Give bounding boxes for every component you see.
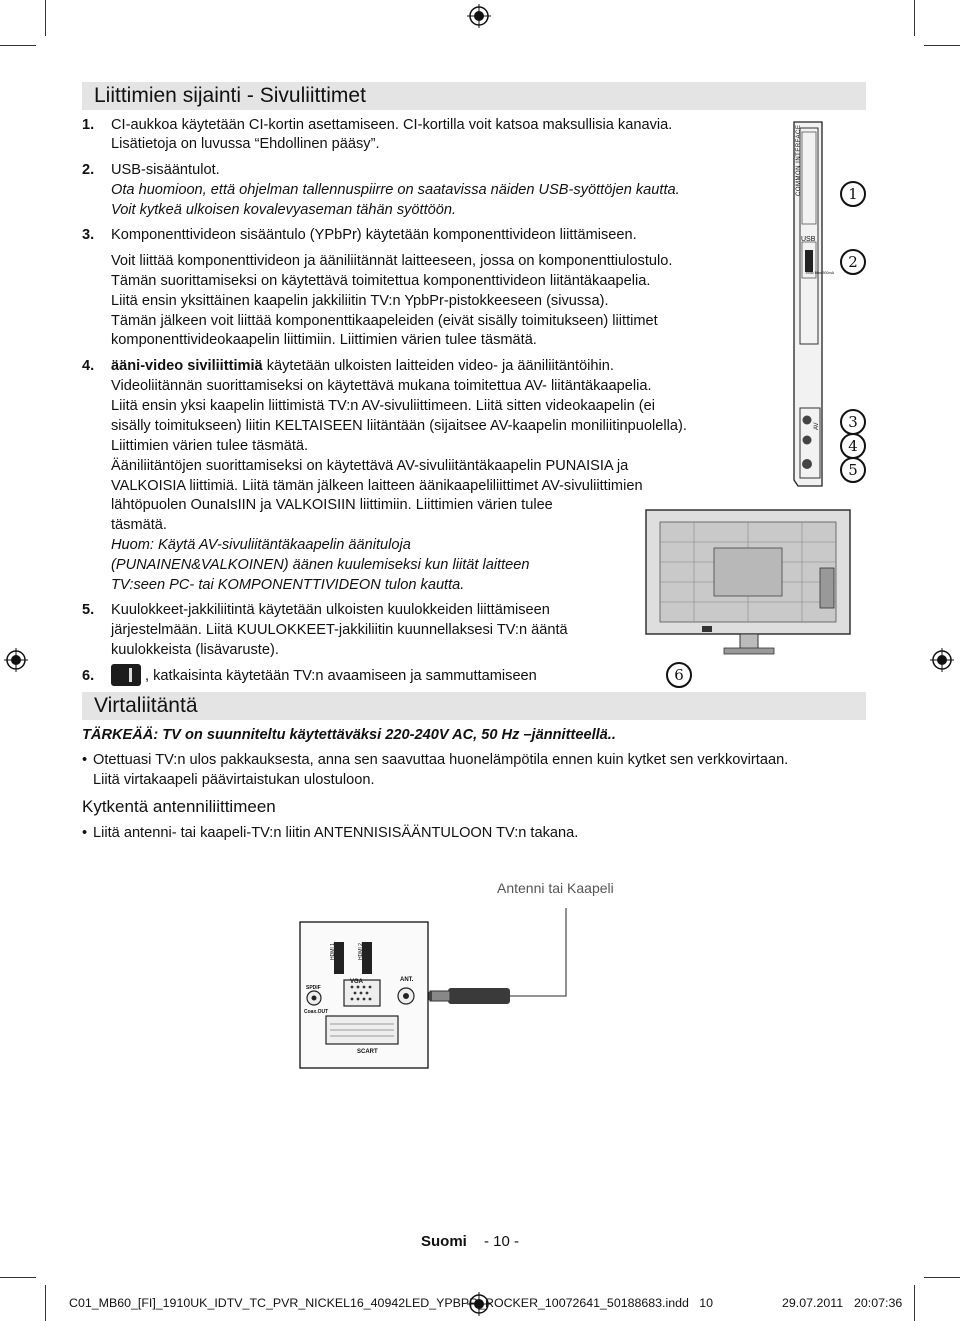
- section-title: Liittimien sijainti - Sivuliittimet: [94, 84, 366, 107]
- callout-6: 6: [666, 662, 692, 688]
- item-text: sisälly toimitukseen) liitin KELTAISEEN liitäntään (sijaitsee AV-kaapelin moniliitinpuolella).: [111, 418, 687, 434]
- important-note: TÄRKEÄÄ: TV on suunniteltu käytettäväksi 220-240V AC, 50 Hz –jännitteellä..: [82, 727, 616, 743]
- item-text: , katkaisinta käytetään TV:n avaamiseen ja sammuttamiseen: [145, 668, 537, 684]
- crop-mark: [914, 1285, 915, 1321]
- item-text: Komponenttivideon sisääntulo (YPbPr) käytetään komponenttivideon liittämiseen.: [111, 227, 637, 243]
- scart-label: SCART: [357, 1049, 378, 1055]
- crop-mark: [45, 0, 46, 36]
- callout-4: 4: [840, 433, 866, 459]
- registration-mark-icon: [930, 648, 954, 672]
- av-label: AV: [814, 422, 820, 430]
- item-text: Videoliitännän suorittamiseksi on käytettävä mukana toimitettua AV- liitäntäkaapelia.: [111, 378, 652, 394]
- bullet-text: Liitä virtakaapeli päävirtaistukan ulostuloon.: [93, 772, 375, 788]
- item-note: TV:seen PC- tai KOMPONENTTIVIDEON tulon kautta.: [111, 577, 465, 593]
- item-number: 3.: [82, 227, 95, 243]
- bullet-dot: •: [82, 752, 88, 768]
- section-header-power: [82, 692, 866, 720]
- item-text: Kuulokkeet-jakkiliitintä käytetään ulkoisten kuulokkeiden liittämiseen: [111, 602, 550, 618]
- footer-language: Suomi: [421, 1233, 467, 1250]
- item-bold-term: ääni-video siviliittimiä: [111, 358, 263, 374]
- callout-2: 2: [840, 249, 866, 275]
- item-text: USB-sisääntulot.: [111, 162, 220, 178]
- item-text: Ääniliitäntöjen suorittamiseksi on käytettävä AV-sivuliitäntäkaapelin PUNAISIA ja: [111, 458, 629, 474]
- item-text: Lisätietoja on luvussa “Ehdollinen pääsy”.: [111, 136, 380, 152]
- section-subtitle: Kytkentä antenniliittimeen: [82, 797, 276, 816]
- antenna-label: Antenni tai Kaapeli: [497, 880, 614, 896]
- footer-time: 20:07:36: [854, 1296, 903, 1310]
- tv-side-panel-illustration: [780, 118, 830, 490]
- rocker-switch-icon: [111, 664, 141, 686]
- section-title: Virtaliitäntä: [94, 694, 198, 717]
- vga-label: VGA: [350, 979, 364, 985]
- usb-sub-label: 5Vdc Max:500mA: [805, 270, 834, 275]
- item-text: Ota huomioon, että ohjelman tallennuspiirre on saatavissa näiden USB-syöttöjen kautta.: [111, 182, 680, 198]
- item-text: Tämän jälkeen voit liittää komponenttikaapeleiden (eivät sisälly toimitukseen) liittimet: [111, 313, 658, 329]
- item-number: 5.: [82, 602, 95, 618]
- item-number: 2.: [82, 162, 95, 178]
- item-text: CI-aukkoa käytetään CI-kortin asettamiseen. CI-kortilla voit katsoa maksullisia kanavia.: [111, 117, 673, 133]
- usb-label: USB: [801, 236, 816, 243]
- item-note: Huom: Käytä AV-sivuliitäntäkaapelin äänituloja: [111, 537, 411, 553]
- item-text: täsmätä.: [111, 517, 167, 533]
- bullet-dot: •: [82, 825, 88, 841]
- hdmi2-label: HDMI 2: [358, 943, 364, 960]
- item-text: kuulokkeista (lisävaruste).: [111, 642, 279, 658]
- item-text: komponenttivideokaapelin liittimiin. Liittimien värien tulee täsmätä.: [111, 332, 537, 348]
- antenna-connection-diagram: [298, 900, 598, 1070]
- crop-mark: [45, 1285, 46, 1321]
- ant-label: ANT.: [400, 977, 414, 983]
- crop-mark: [914, 0, 915, 36]
- callout-3: 3: [840, 409, 866, 435]
- item-number: 1.: [82, 117, 95, 133]
- section-header-connectors: [82, 82, 866, 110]
- footer-date: 29.07.2011: [782, 1296, 844, 1310]
- item-text-rest: käytetään ulkoisten laitteiden video- ja ääniliitäntöihin.: [262, 358, 614, 374]
- spdif-label: SPDIF: [306, 985, 321, 991]
- item-text: VALKOISIA liittimiä. Liitä tämän jälkeen laitteen äänikaapeliliittimet AV-sivuliittimien: [111, 478, 643, 494]
- item-number: 4.: [82, 358, 95, 374]
- hdmi1-label: HDMI 1: [330, 943, 336, 960]
- crop-mark: [0, 45, 36, 46]
- callout-1: 1: [840, 181, 866, 207]
- bullet-text: Otettuasi TV:n ulos pakkauksesta, anna sen saavuttaa huonelämpötila ennen kuin kytket sen verkkovirtaan.: [93, 752, 789, 768]
- common-interface-label: COMMON INTERFACE: [796, 124, 802, 196]
- item-text: Voit kytkeä ulkoisen kovalevyaseman tähän syöttöön.: [111, 202, 457, 218]
- callout-5: 5: [840, 457, 866, 483]
- footer-file-name: C01_MB60_[FI]_1910UK_IDTV_TC_PVR_NICKEL16_40942LED_YPBPR_ROCKER_10072641_50188683.indd 10: [69, 1296, 714, 1310]
- item-text: Liitä ensin yksi kaapelin liittimistä TV:n AV-sivuliittimeen. Liitä sitten videokaapelin (ei: [111, 398, 656, 414]
- crop-mark: [924, 45, 960, 46]
- item-text: Voit liittää komponenttivideon ja ääniliitännät laitteeseen, jossa on komponenttiulostulo.: [111, 253, 673, 269]
- item-note: (PUNAINEN&VALKOINEN) äänen kuulemiseksi kun liität laitteen: [111, 557, 530, 573]
- item-text: lähtöpuolen OunaIsIIN ja VALKOISIIN liittimiin. Liittimien värien tulee: [111, 497, 553, 513]
- item-text: Liitä ensin yksittäinen kaapelin jakkiliitin TV:n YpbPr-pistokkeeseen (sivussa).: [111, 293, 609, 309]
- bullet-text: Liitä antenni- tai kaapeli-TV:n liitin ANTENNISISÄÄNTULOON TV:n takana.: [93, 825, 579, 841]
- coax-label: Coax.OUT: [304, 1009, 329, 1015]
- item-text: järjestelmään. Liitä KUULOKKEET-jakkiliitin kuunnellaksesi TV:n ääntä: [111, 622, 568, 638]
- crop-mark: [0, 1277, 36, 1278]
- item-text: Tämän suorittamiseksi on käytettävä toimitettua komponenttivideon liitäntäkaapelia.: [111, 273, 651, 289]
- item-number: 6.: [82, 668, 95, 684]
- crop-mark: [924, 1277, 960, 1278]
- registration-mark-icon: [4, 648, 28, 672]
- footer-page-number: - 10 -: [484, 1233, 520, 1250]
- item-text: Liittimien värien tulee täsmätä.: [111, 438, 309, 454]
- tv-back-illustration: [644, 508, 852, 656]
- item-text-first: [111, 358, 614, 375]
- registration-mark-icon: [467, 4, 491, 28]
